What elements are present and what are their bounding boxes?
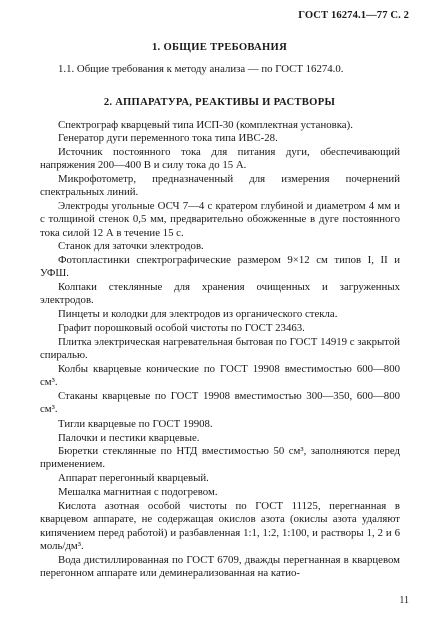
paragraph: Фотопластинки спектрографические размером 9×12 см типов I, II и УФШ. [40, 254, 400, 280]
paragraph: Плитка электрическая нагревательная бытовая по ГОСТ 14919 с закрытой спиралью. [40, 336, 400, 362]
paragraph: Колпаки стеклянные для хранения очищенных и загруженных электродов. [40, 281, 400, 307]
paragraph: Пинцеты и колодки для электродов из органического стекла. [58, 308, 338, 320]
page-number: 11 [399, 595, 409, 606]
paragraph: Электроды угольные ОСЧ 7—4 с кратером глубиной и диаметром 4 мм и с толщиной стенок 0,5 мм, предварительно обожженные в дуге постоянного тока силой 12 А в течение 15 с. [40, 200, 400, 239]
paragraph: Станок для заточки электродов. [58, 240, 204, 252]
paragraph: Микрофотометр, предназначенный для измерения почернений спектральных линий. [40, 173, 400, 199]
paragraph: Колбы кварцевые конические по ГОСТ 19908 вместимостью 600—800 см³. [40, 363, 400, 389]
paragraph: Аппарат перегонный кварцевый. [58, 472, 209, 484]
paragraph: Графит порошковый особой чистоты по ГОСТ 23463. [58, 322, 305, 334]
paragraph: 1.1. Общие требования к методу анализа — по ГОСТ 16274.0. [58, 63, 344, 75]
section-title-apparatus: 2. АППАРАТУРА, РЕАКТИВЫ И РАСТВОРЫ [103, 97, 336, 108]
paragraph: Бюретки стеклянные по НТД вместимостью 50 см³, заполняются перед применением. [40, 445, 400, 471]
paragraph: Генератор дуги переменного тока типа ИВС-28. [58, 132, 278, 144]
paragraph: Кислота азотная особой чистоты по ГОСТ 11125, перегнанная в кварцевом аппарате, не содержащая окислов азота (окислы азота удаляют кипячением перед работой) и разбавленная 1:1, 1:2, 1:100, и растворы 1, 2 и 6 моль/дм³. [40, 500, 400, 553]
paragraph: Источник постоянного тока для питания дуги, обеспечивающий напряжения 200—400 В и силу тока до 15 А. [40, 146, 400, 172]
paragraph: Тигли кварцевые по ГОСТ 19908. [58, 418, 213, 430]
page-header: ГОСТ 16274.1—77 С. 2 [298, 10, 409, 21]
paragraph: Палочки и пестики кварцевые. [58, 432, 200, 444]
paragraph: Вода дистиллированная по ГОСТ 6709, дважды перегнанная в кварцевом перегонном аппарате или деминерализованная на катио- [40, 554, 400, 580]
paragraph: Стаканы кварцевые по ГОСТ 19908 вместимостью 300—350, 600—800 см³. [40, 390, 400, 416]
paragraph: Мешалка магнитная с подогревом. [58, 486, 218, 498]
section-title-general: 1. ОБЩИЕ ТРЕБОВАНИЯ [151, 42, 288, 53]
paragraph: Спектрограф кварцевый типа ИСП-30 (комплектная установка). [58, 119, 353, 131]
